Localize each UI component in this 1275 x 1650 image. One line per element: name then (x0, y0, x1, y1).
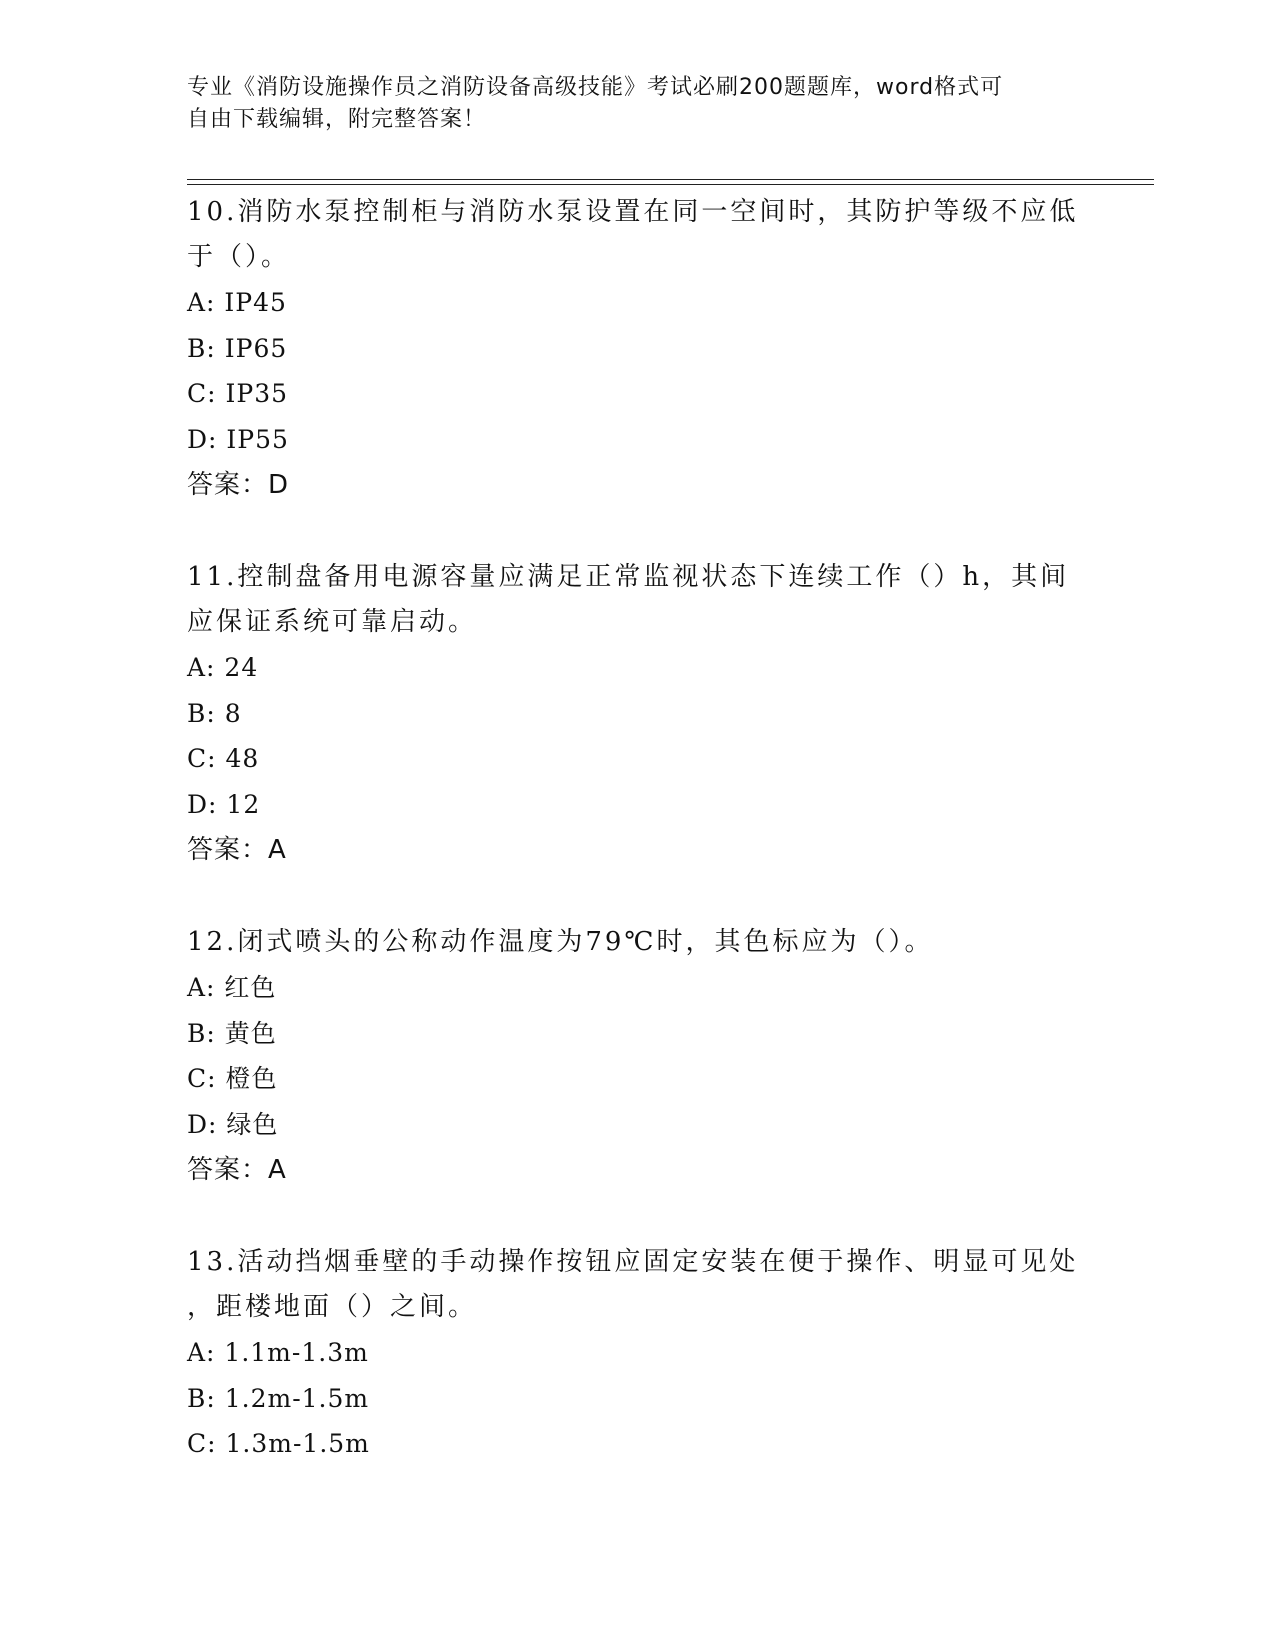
option-a: A: IP45 (187, 288, 287, 317)
question-12 (187, 920, 1087, 1193)
option-d: D: IP55 (187, 424, 289, 454)
option-a: A: 24 (187, 653, 259, 682)
question-stem-line-2: 于（）。 (187, 242, 291, 272)
question-stem-line-2: ，距楼地面（）之间。 (187, 1292, 478, 1322)
question-stem-line-1: 10.消防水泵控制柜与消防水泵设置在同一空间时，其防护等级不应低 (187, 197, 1079, 227)
header-divider-top (187, 179, 1154, 180)
option-c: C: IP35 (187, 379, 289, 408)
option-a: A: 红色 (187, 973, 277, 1002)
question-10 (187, 190, 1087, 508)
question-stem (187, 920, 1087, 965)
option-d: D: 绿色 (187, 1109, 279, 1139)
option-c: C: 橙色 (187, 1064, 278, 1093)
question-stem-line-2: 应保证系统可靠启动。 (187, 607, 478, 637)
header-line-1: 专业《消防设施操作员之消防设备高级技能》考试必刷200题题库，word格式可 (187, 75, 1004, 100)
option-a: A: 1.1m-1.3m (187, 1338, 369, 1367)
option-d: D: 12 (187, 789, 261, 819)
option-c: C: 48 (187, 744, 260, 773)
answer-label: 答案：D (187, 470, 290, 500)
question-13 (187, 1240, 1087, 1467)
answer-label: 答案：A (187, 835, 287, 865)
header-line-2: 自由下载编辑，附完整答案！ (187, 107, 487, 132)
header-divider-bottom (187, 184, 1154, 185)
question-stem-line-1: 13.活动挡烟垂壁的手动操作按钮应固定安装在便于操作、明显可见处 (187, 1247, 1079, 1277)
option-b: B: IP65 (187, 333, 288, 363)
option-b: B: 1.2m-1.5m (187, 1383, 370, 1413)
question-stem-line-1: 12.闭式喷头的公称动作温度为79℃时，其色标应为（）。 (187, 927, 934, 957)
option-c: C: 1.3m-1.5m (187, 1429, 370, 1458)
question-stem (187, 190, 1087, 280)
question-stem (187, 1240, 1087, 1330)
answer-label: 答案：A (187, 1155, 287, 1185)
option-b: B: 黄色 (187, 1018, 277, 1048)
option-b: B: 8 (187, 698, 242, 728)
question-list (187, 190, 1087, 1514)
question-11 (187, 555, 1087, 873)
document-header (187, 72, 1067, 136)
question-stem (187, 555, 1087, 645)
question-stem-line-1: 11.控制盘备用电源容量应满足正常监视状态下连续工作（）h，其间 (187, 562, 1070, 592)
